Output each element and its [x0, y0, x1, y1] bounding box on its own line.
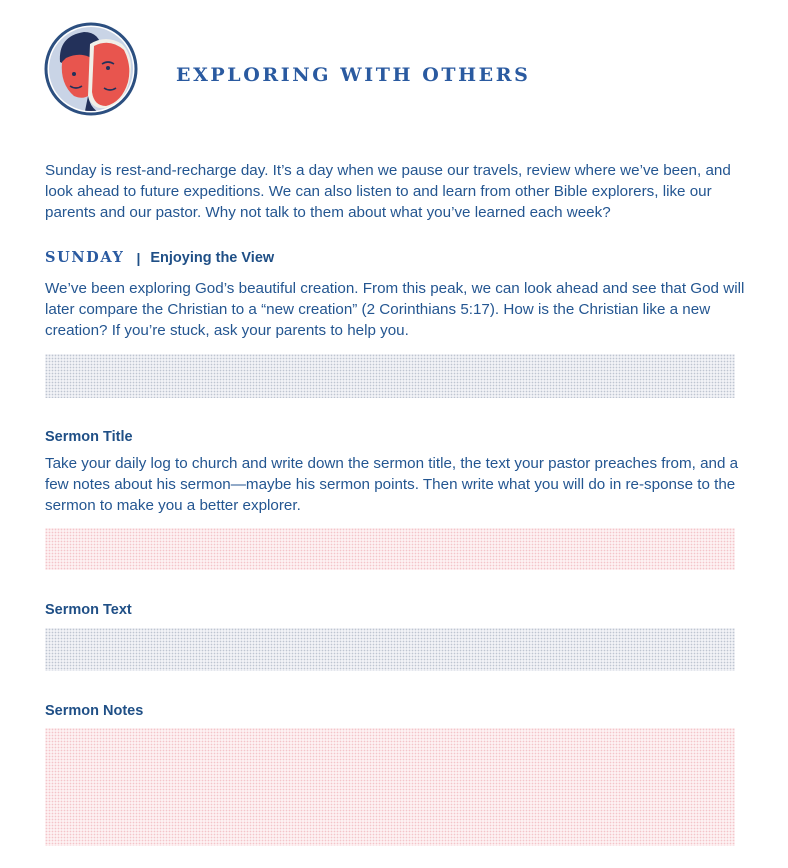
sermon-notes-field[interactable] — [45, 728, 735, 846]
day-name: SUNDAY — [45, 249, 125, 266]
day-separator: | — [136, 249, 141, 266]
sunday-answer-field[interactable] — [45, 354, 735, 398]
sermon-text-label: Sermon Text — [45, 602, 132, 618]
sunday-question: We’ve been exploring God’s beautiful creation. From this peak, we can look ahead and see that God will later compare the Christian to a “new creation” (2 Corinthians 5:17). How is the Christian like a new creation? If you’re stuck, ask your parents to help you. — [45, 280, 745, 339]
page-title: EXPLORING WITH OTHERS — [176, 64, 531, 86]
sermon-title-field[interactable] — [45, 528, 735, 570]
intro-paragraph: Sunday is rest-and-recharge day. It’s a day when we pause our travels, review where we’ve been, and look ahead to future expeditions. We can also listen to and learn from other Bible explorers, like our parents and our pastor. Why not talk to them about what you’ve learned each week? — [45, 162, 731, 221]
sermon-text-field[interactable] — [45, 628, 735, 671]
sermon-notes-label: Sermon Notes — [45, 703, 144, 719]
day-subtitle: Enjoying the View — [150, 249, 275, 266]
explorer-faces-icon — [44, 22, 138, 116]
sermon-instructions: Take your daily log to church and write down the sermon title, the text your pastor preaches from, and a few notes about his sermon—maybe his sermon points. Then write what you will do in re-sponse to the sermon to make you a better explorer. — [45, 455, 739, 514]
day-heading — [45, 249, 274, 266]
sermon-title-label: Sermon Title — [45, 429, 133, 445]
